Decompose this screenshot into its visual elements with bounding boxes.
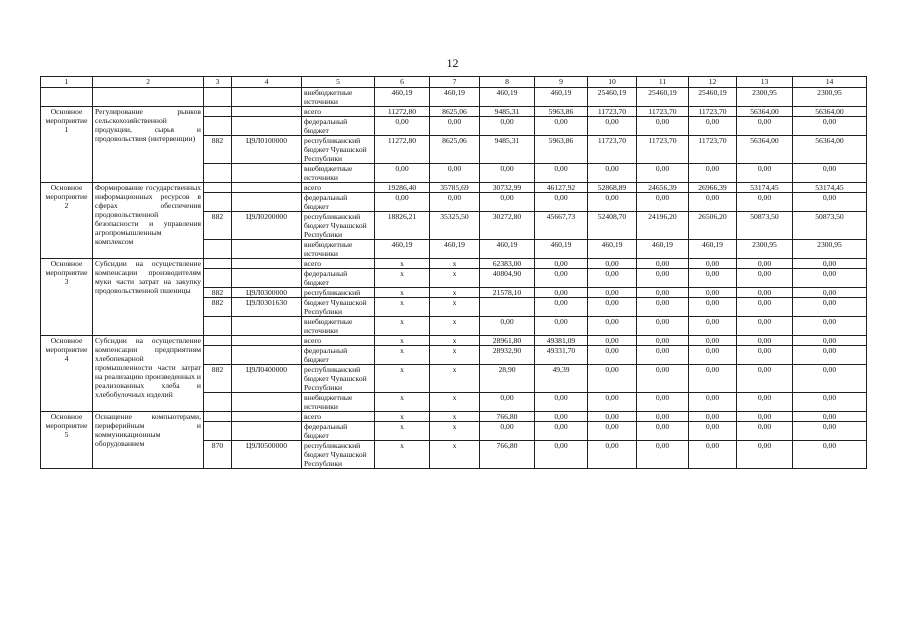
code-cell: Ц9Л0301630 — [232, 298, 302, 317]
value-cell: 28932,90 — [480, 346, 535, 365]
value-cell: 0,00 — [588, 193, 637, 212]
value-cell: 0,00 — [588, 441, 637, 469]
grbs-cell — [204, 164, 232, 183]
value-cell: 0,00 — [588, 422, 637, 441]
value-cell: 460,19 — [375, 240, 430, 259]
code-cell: Ц9Л0200000 — [232, 212, 302, 240]
name-cell: Формирование государственных информационных ресурсов в сферах обеспечения продовольственной безопасности и управления агропромышленным комплексом — [93, 183, 204, 259]
value-cell: 0,00 — [637, 336, 689, 346]
value-cell — [480, 298, 535, 317]
value-cell: 0,00 — [588, 259, 637, 269]
table-row — [41, 336, 867, 346]
grbs-cell: 882 — [204, 288, 232, 298]
value-cell: 0,00 — [737, 259, 793, 269]
value-cell: 49381,09 — [535, 336, 588, 346]
header-cell: 12 — [689, 77, 737, 88]
value-cell: 460,19 — [637, 240, 689, 259]
value-cell: 0,00 — [637, 412, 689, 422]
header-cell: 10 — [588, 77, 637, 88]
value-cell: 0,00 — [637, 164, 689, 183]
grbs-cell — [204, 88, 232, 107]
code-cell — [232, 88, 302, 107]
name-cell: Регулирование рынков сельскохозяйственной продукции, сырья и продовольствия (интервенции) — [93, 107, 204, 183]
source-cell: внебюджетные источники — [302, 317, 375, 336]
grbs-cell — [204, 346, 232, 365]
header-row — [41, 77, 867, 88]
value-cell: х — [430, 269, 480, 288]
code-cell — [232, 412, 302, 422]
code-cell — [232, 164, 302, 183]
value-cell: 0,00 — [637, 365, 689, 393]
header-cell: 9 — [535, 77, 588, 88]
value-cell: х — [430, 298, 480, 317]
value-cell: 56364,00 — [793, 107, 867, 117]
header-cell: 13 — [737, 77, 793, 88]
table-row — [41, 107, 867, 117]
source-cell: всего — [302, 107, 375, 117]
value-cell: 19286,40 — [375, 183, 430, 193]
value-cell: 0,00 — [737, 346, 793, 365]
value-cell: 52868,89 — [588, 183, 637, 193]
value-cell: х — [375, 422, 430, 441]
value-cell: х — [375, 365, 430, 393]
source-cell: республиканский бюджет Чувашской Республики — [302, 136, 375, 164]
value-cell: 0,00 — [689, 193, 737, 212]
name-cell: Субсидии на осуществление компенсации предприятиям хлебопекарной промышленности части затрат на реализацию произведенных и реализованных хлеба и хлебобулочных изделий — [93, 336, 204, 412]
grbs-cell: 882 — [204, 136, 232, 164]
grbs-cell — [204, 317, 232, 336]
value-cell: 0,00 — [588, 164, 637, 183]
event-cell — [41, 88, 93, 107]
value-cell: х — [375, 393, 430, 412]
value-cell: 0,00 — [637, 393, 689, 412]
code-cell: Ц9Л0400000 — [232, 365, 302, 393]
value-cell: 8625,06 — [430, 136, 480, 164]
value-cell: 18826,21 — [375, 212, 430, 240]
source-cell: республиканский — [302, 288, 375, 298]
value-cell: 8625,06 — [430, 107, 480, 117]
value-cell: 460,19 — [375, 88, 430, 107]
value-cell: 0,00 — [588, 336, 637, 346]
grbs-cell — [204, 107, 232, 117]
value-cell: 0,00 — [480, 193, 535, 212]
value-cell: 0,00 — [737, 365, 793, 393]
grbs-cell: 882 — [204, 212, 232, 240]
value-cell: х — [430, 365, 480, 393]
value-cell: 0,00 — [637, 441, 689, 469]
code-cell: Ц9Л0100000 — [232, 136, 302, 164]
header-cell: 14 — [793, 77, 867, 88]
code-cell — [232, 393, 302, 412]
value-cell: 0,00 — [737, 288, 793, 298]
value-cell: х — [430, 393, 480, 412]
code-cell — [232, 240, 302, 259]
value-cell: 30732,99 — [480, 183, 535, 193]
value-cell: 52408,70 — [588, 212, 637, 240]
value-cell: 0,00 — [689, 259, 737, 269]
code-cell — [232, 317, 302, 336]
value-cell: 0,00 — [480, 117, 535, 136]
value-cell: 0,00 — [637, 346, 689, 365]
grbs-cell — [204, 193, 232, 212]
value-cell: 0,00 — [480, 422, 535, 441]
source-cell: федеральный бюджет — [302, 117, 375, 136]
value-cell: 0,00 — [637, 259, 689, 269]
value-cell: 0,00 — [430, 193, 480, 212]
value-cell: 460,19 — [588, 240, 637, 259]
value-cell: 9485,31 — [480, 136, 535, 164]
value-cell: 0,00 — [375, 117, 430, 136]
value-cell: 460,19 — [535, 240, 588, 259]
value-cell: 11723,70 — [588, 136, 637, 164]
value-cell: 2300,95 — [737, 88, 793, 107]
value-cell: 40804,90 — [480, 269, 535, 288]
value-cell: х — [375, 288, 430, 298]
value-cell: 0,00 — [535, 193, 588, 212]
grbs-cell: 870 — [204, 441, 232, 469]
value-cell: х — [375, 441, 430, 469]
value-cell: 0,00 — [535, 259, 588, 269]
source-cell: всего — [302, 183, 375, 193]
value-cell: 0,00 — [737, 317, 793, 336]
value-cell: 0,00 — [793, 164, 867, 183]
value-cell: 0,00 — [793, 441, 867, 469]
value-cell: 53174,45 — [793, 183, 867, 193]
value-cell: 0,00 — [689, 412, 737, 422]
source-cell: республиканский бюджет Чувашской Республики — [302, 212, 375, 240]
grbs-cell — [204, 412, 232, 422]
value-cell: х — [430, 288, 480, 298]
table-body — [41, 88, 867, 469]
grbs-cell — [204, 336, 232, 346]
event-cell: Основное мероприятие 4 — [41, 336, 93, 412]
name-cell: Субсидии на осуществление компенсации производителям муки части затрат на закупку продовольственной пшеницы — [93, 259, 204, 336]
value-cell: 0,00 — [588, 269, 637, 288]
header-cell: 2 — [93, 77, 204, 88]
header-cell: 11 — [637, 77, 689, 88]
value-cell: 0,00 — [637, 269, 689, 288]
value-cell: 0,00 — [637, 117, 689, 136]
value-cell: 25460,19 — [689, 88, 737, 107]
value-cell: 0,00 — [689, 298, 737, 317]
value-cell: 0,00 — [535, 298, 588, 317]
header-cell: 3 — [204, 77, 232, 88]
value-cell: 0,00 — [689, 269, 737, 288]
value-cell: 0,00 — [793, 288, 867, 298]
value-cell: х — [375, 336, 430, 346]
value-cell: 9485,31 — [480, 107, 535, 117]
value-cell: 766,80 — [480, 441, 535, 469]
value-cell: 11723,70 — [588, 107, 637, 117]
value-cell: 0,00 — [535, 269, 588, 288]
value-cell: 46127,92 — [535, 183, 588, 193]
value-cell: 0,00 — [793, 365, 867, 393]
value-cell: 0,00 — [480, 393, 535, 412]
code-cell — [232, 193, 302, 212]
value-cell: 0,00 — [793, 346, 867, 365]
value-cell: 25460,19 — [588, 88, 637, 107]
source-cell: внебюджетные источники — [302, 393, 375, 412]
value-cell: 460,19 — [689, 240, 737, 259]
source-cell: республиканский бюджет Чувашской Республики — [302, 365, 375, 393]
value-cell: 460,19 — [480, 88, 535, 107]
value-cell: 766,80 — [480, 412, 535, 422]
source-cell: республиканский бюджет Чувашской Республики — [302, 441, 375, 469]
table-row — [41, 259, 867, 269]
value-cell: 0,00 — [737, 441, 793, 469]
value-cell: 49331,70 — [535, 346, 588, 365]
value-cell: 0,00 — [480, 164, 535, 183]
source-cell: внебюджетные источники — [302, 240, 375, 259]
value-cell: 11723,70 — [637, 136, 689, 164]
value-cell: 0,00 — [535, 393, 588, 412]
value-cell: 0,00 — [535, 117, 588, 136]
name-cell: Оснащение компьютерами, периферийным и коммуникационным оборудованием — [93, 412, 204, 469]
header-cell: 4 — [232, 77, 302, 88]
value-cell: 56364,00 — [737, 107, 793, 117]
value-cell: 0,00 — [588, 412, 637, 422]
value-cell: 28961,80 — [480, 336, 535, 346]
value-cell: 2300,95 — [793, 240, 867, 259]
value-cell: х — [375, 412, 430, 422]
code-cell — [232, 107, 302, 117]
grbs-cell — [204, 183, 232, 193]
value-cell: 0,00 — [535, 164, 588, 183]
value-cell: 0,00 — [689, 164, 737, 183]
grbs-cell: 882 — [204, 298, 232, 317]
value-cell: 5963,86 — [535, 107, 588, 117]
source-cell: внебюджетные источники — [302, 88, 375, 107]
value-cell: 0,00 — [737, 412, 793, 422]
value-cell: х — [375, 269, 430, 288]
value-cell: 0,00 — [689, 346, 737, 365]
source-cell: федеральный бюджет — [302, 193, 375, 212]
value-cell: 30272,80 — [480, 212, 535, 240]
source-cell: всего — [302, 336, 375, 346]
value-cell: 0,00 — [737, 269, 793, 288]
value-cell: 0,00 — [637, 422, 689, 441]
value-cell: 0,00 — [637, 317, 689, 336]
value-cell: 0,00 — [535, 412, 588, 422]
value-cell: 53174,45 — [737, 183, 793, 193]
value-cell: х — [430, 422, 480, 441]
value-cell: 0,00 — [793, 317, 867, 336]
value-cell: 0,00 — [793, 193, 867, 212]
code-cell: Ц9Л0300000 — [232, 288, 302, 298]
header-cell: 8 — [480, 77, 535, 88]
value-cell: 0,00 — [588, 298, 637, 317]
source-cell: внебюджетные источники — [302, 164, 375, 183]
value-cell: 0,00 — [737, 336, 793, 346]
value-cell: 0,00 — [430, 117, 480, 136]
value-cell: 0,00 — [588, 346, 637, 365]
grbs-cell — [204, 422, 232, 441]
header-cell: 6 — [375, 77, 430, 88]
value-cell: 0,00 — [793, 117, 867, 136]
event-cell: Основное мероприятие 3 — [41, 259, 93, 336]
value-cell: 0,00 — [793, 393, 867, 412]
value-cell: 62383,00 — [480, 259, 535, 269]
value-cell: 21578,10 — [480, 288, 535, 298]
value-cell: 0,00 — [637, 298, 689, 317]
value-cell: х — [375, 298, 430, 317]
value-cell: 24196,20 — [637, 212, 689, 240]
value-cell: 0,00 — [637, 288, 689, 298]
event-cell: Основное мероприятие 1 — [41, 107, 93, 183]
value-cell: х — [430, 336, 480, 346]
source-cell: бюджет Чувашской Республики — [302, 298, 375, 317]
value-cell: 2300,95 — [793, 88, 867, 107]
value-cell: 0,00 — [737, 117, 793, 136]
header-cell: 1 — [41, 77, 93, 88]
value-cell: 0,00 — [480, 317, 535, 336]
value-cell: 0,00 — [689, 365, 737, 393]
value-cell: 11272,80 — [375, 107, 430, 117]
value-cell: х — [375, 259, 430, 269]
code-cell — [232, 269, 302, 288]
value-cell: 5963,86 — [535, 136, 588, 164]
event-cell: Основное мероприятие 5 — [41, 412, 93, 469]
value-cell: 0,00 — [689, 422, 737, 441]
value-cell: 45667,73 — [535, 212, 588, 240]
code-cell: Ц9Л0500000 — [232, 441, 302, 469]
value-cell: 0,00 — [689, 336, 737, 346]
source-cell: федеральный бюджет — [302, 346, 375, 365]
name-cell — [93, 88, 204, 107]
event-cell: Основное мероприятие 2 — [41, 183, 93, 259]
value-cell: 11723,70 — [689, 136, 737, 164]
value-cell: 0,00 — [535, 288, 588, 298]
value-cell: х — [375, 346, 430, 365]
value-cell: 0,00 — [535, 317, 588, 336]
source-cell: всего — [302, 259, 375, 269]
code-cell — [232, 183, 302, 193]
value-cell: 0,00 — [689, 117, 737, 136]
source-cell: федеральный бюджет — [302, 269, 375, 288]
grbs-cell — [204, 240, 232, 259]
header-cell: 7 — [430, 77, 480, 88]
value-cell: 0,00 — [588, 365, 637, 393]
carry-over-row — [41, 88, 867, 107]
value-cell: 460,19 — [430, 88, 480, 107]
value-cell: 11723,70 — [637, 107, 689, 117]
value-cell: 0,00 — [737, 393, 793, 412]
value-cell: 0,00 — [793, 259, 867, 269]
value-cell: х — [430, 259, 480, 269]
value-cell: 0,00 — [588, 117, 637, 136]
value-cell: 460,19 — [430, 240, 480, 259]
value-cell: 50873,50 — [737, 212, 793, 240]
header-cell: 5 — [302, 77, 375, 88]
value-cell: 25460,19 — [637, 88, 689, 107]
value-cell: 26966,39 — [689, 183, 737, 193]
grbs-cell — [204, 117, 232, 136]
value-cell: 460,19 — [535, 88, 588, 107]
grbs-cell — [204, 259, 232, 269]
value-cell: х — [430, 412, 480, 422]
table-row — [41, 412, 867, 422]
value-cell: 0,00 — [689, 393, 737, 412]
value-cell: 0,00 — [793, 412, 867, 422]
value-cell: 56364,00 — [793, 136, 867, 164]
value-cell: 0,00 — [535, 441, 588, 469]
page-number: 12 — [446, 56, 459, 70]
value-cell: 0,00 — [737, 422, 793, 441]
value-cell: 35785,69 — [430, 183, 480, 193]
grbs-cell — [204, 393, 232, 412]
grbs-cell — [204, 269, 232, 288]
code-cell — [232, 422, 302, 441]
value-cell: 0,00 — [793, 422, 867, 441]
code-cell — [232, 117, 302, 136]
code-cell — [232, 336, 302, 346]
value-cell: 0,00 — [793, 298, 867, 317]
value-cell: 11723,70 — [689, 107, 737, 117]
value-cell: х — [430, 346, 480, 365]
value-cell: 35325,50 — [430, 212, 480, 240]
value-cell: 11272,80 — [375, 136, 430, 164]
value-cell: 28,90 — [480, 365, 535, 393]
value-cell: 0,00 — [637, 193, 689, 212]
value-cell: 0,00 — [737, 164, 793, 183]
code-cell — [232, 259, 302, 269]
value-cell: 0,00 — [793, 336, 867, 346]
value-cell: 460,19 — [480, 240, 535, 259]
value-cell: 0,00 — [535, 422, 588, 441]
value-cell: 26506,20 — [689, 212, 737, 240]
value-cell: 0,00 — [689, 288, 737, 298]
table-row — [41, 183, 867, 193]
value-cell: 0,00 — [689, 317, 737, 336]
value-cell: 0,00 — [588, 317, 637, 336]
value-cell: 50873,50 — [793, 212, 867, 240]
value-cell: 0,00 — [793, 269, 867, 288]
value-cell: 0,00 — [689, 441, 737, 469]
value-cell: х — [375, 317, 430, 336]
value-cell: 0,00 — [375, 164, 430, 183]
value-cell: 0,00 — [375, 193, 430, 212]
value-cell: 0,00 — [737, 193, 793, 212]
value-cell: 24656,39 — [637, 183, 689, 193]
value-cell: 0,00 — [588, 288, 637, 298]
value-cell: 0,00 — [430, 164, 480, 183]
value-cell: х — [430, 317, 480, 336]
source-cell: всего — [302, 412, 375, 422]
value-cell: 2300,95 — [737, 240, 793, 259]
budget-table — [40, 76, 867, 469]
source-cell: федеральный бюджет — [302, 422, 375, 441]
value-cell: х — [430, 441, 480, 469]
value-cell: 56364,00 — [737, 136, 793, 164]
code-cell — [232, 346, 302, 365]
value-cell: 0,00 — [737, 298, 793, 317]
value-cell: 49,39 — [535, 365, 588, 393]
grbs-cell: 882 — [204, 365, 232, 393]
value-cell: 0,00 — [588, 393, 637, 412]
